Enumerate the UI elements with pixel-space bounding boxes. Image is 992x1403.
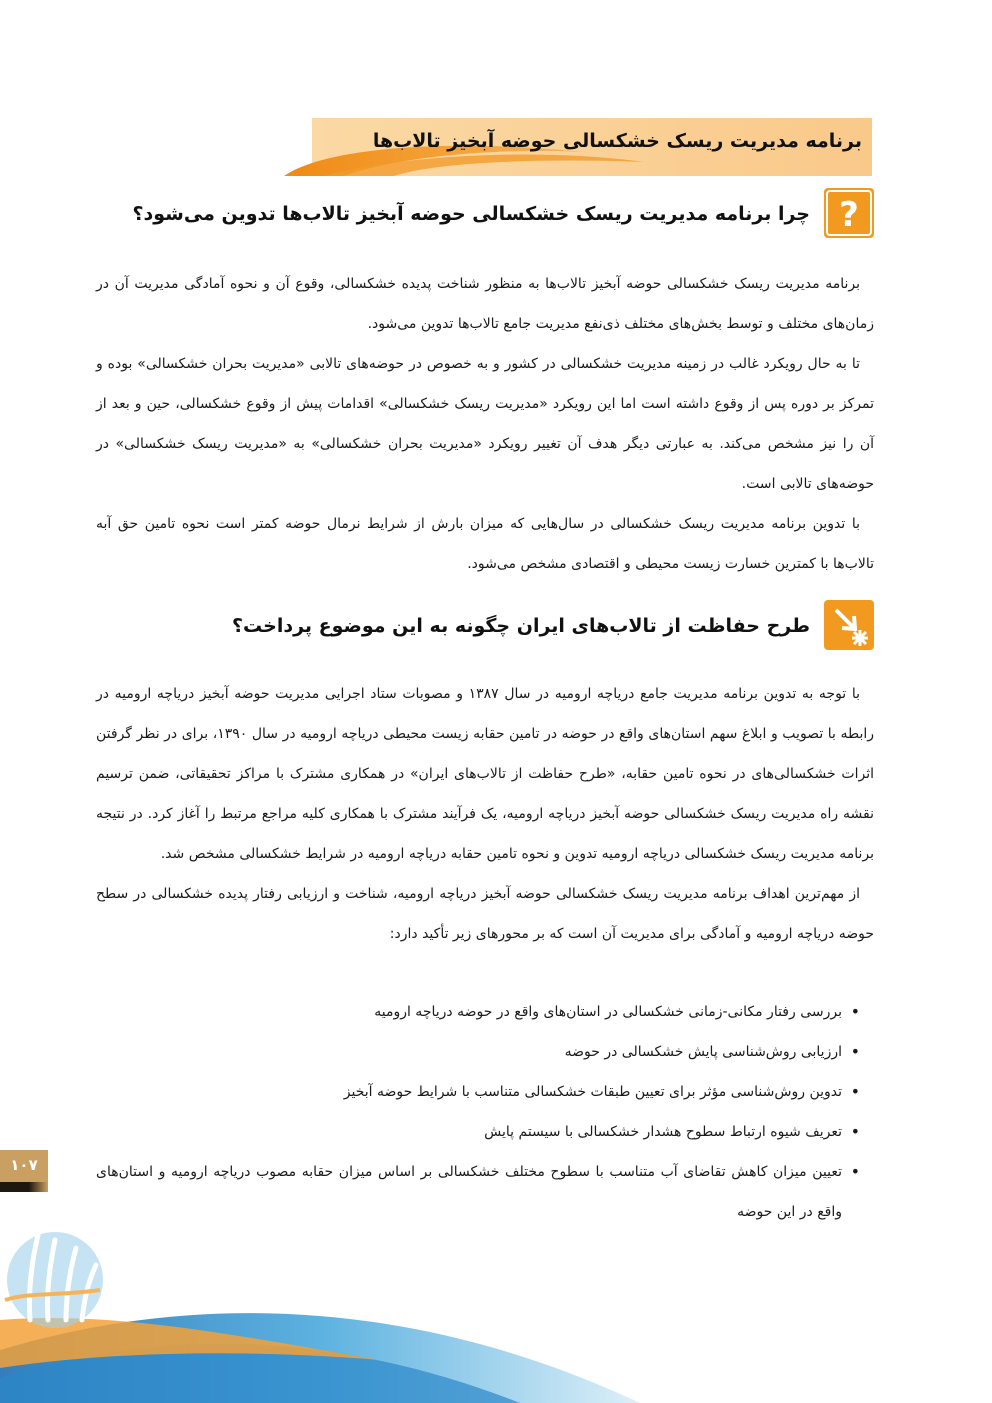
paragraph: از مهم‌ترین اهداف برنامه مدیریت ریسک خشکسالی حوضه آبخیز دریاچه ارومیه، شناخت و ارزیابی رفتار پدیده خشکسالی در سطح حوضه دریاچه ارومیه و آمادگی برای مدیریت آن است که بر محورهای زیر تأکید دارد:: [96, 886, 874, 942]
arrow-spark-icon: [824, 600, 874, 650]
list-item: • تعریف شیوه ارتباط سطوح هشدار خشکسالی با سیستم پایش: [96, 1112, 860, 1152]
svg-text:?: ?: [839, 195, 859, 235]
page-number: ۱۰۷: [0, 1150, 48, 1192]
section2-body: [96, 674, 874, 954]
question-icon: [824, 188, 874, 238]
section1-body: [96, 264, 874, 584]
chapter-header-banner: [284, 118, 872, 176]
footer-wave-decoration: [0, 1200, 992, 1403]
reeds-logo-icon: [0, 1220, 120, 1330]
paragraph: با توجه به تدوین برنامه مدیریت جامع دریاچه ارومیه در سال ۱۳۸۷ و مصوبات ستاد اجرایی مدیریت حوضه آبخیز دریاچه ارومیه در رابطه با تصویب و ابلاغ سهم استان‌های واقع در حوضه در تامین حقابه زیست محیطی دریاچه ارومیه در سال ۱۳۹۰، برای در نظر گرفتن اثرات خشکسالی‌های در نحوه تامین حقابه، «طرح حفاظت از تالاب‌های ایران» در همکاری مشترک با مراکز تحقیقاتی، ضمن ترسیم نقشه راه مدیریت ریسک خشکسالی حوضه آبخیز دریاچه ارومیه، یک فرآیند مشترک با همکاری کلیه مراجع مرتبط را آغاز کرد. در نتیجه برنامه مدیریت ریسک خشکسالی دریاچه ارومیه تدوین و نحوه تامین حقابه دریاچه ارومیه در شرایط خشکسالی مشخص شد.: [96, 686, 875, 862]
list-item: • ارزیابی روش‌شناسی پایش خشکسالی در حوضه: [96, 1032, 860, 1072]
list-item: • تعیین میزان کاهش تقاضای آب متناسب با سطوح مختلف خشکسالی بر اساس میزان حقابه مصوب دریاچه ارومیه و استان‌های واقع در این حوضه: [96, 1152, 860, 1232]
goals-list: [96, 992, 860, 1232]
list-item: • تدوین روش‌شناسی مؤثر برای تعیین طبقات خشکسالی متناسب با شرایط حوضه آبخیز: [96, 1072, 860, 1112]
paragraph: تا به حال رویکرد غالب در زمینه مدیریت خشکسالی در کشور و به خصوص در حوضه‌های تالابی «مدیریت بحران خشکسالی» بوده و تمرکز بر دوره پس از وقوع داشته است اما این رویکرد «مدیریت ریسک خشکسالی» اقدامات پیش از وقوع خشکسالی، حین و بعد از آن را نیز مشخص می‌کند. به عبارتی دیگر هدف آن تغییر رویکرد «مدیریت بحران خشکسالی» به «مدیریت ریسک خشکسالی» در حوضه‌های تالابی است.: [96, 356, 874, 492]
chapter-title: برنامه مدیریت ریسک خشکسالی حوضه آبخیز تالاب‌ها: [372, 130, 862, 152]
list-item: • بررسی رفتار مکانی-زمانی خشکسالی در استان‌های واقع در حوضه دریاچه ارومیه: [96, 992, 860, 1032]
section-heading-why: چرا برنامه مدیریت ریسک خشکسالی حوضه آبخیز تالاب‌ها تدوین می‌شود؟: [132, 203, 810, 225]
paragraph: برنامه مدیریت ریسک خشکسالی حوضه آبخیز تالاب‌ها به منظور شناخت پدیده خشکسالی، وقوع آن و نحوه آمادگی مدیریت آن در زمان‌های مختلف و توسط بخش‌های مختلف ذی‌نفع مدیریت جامع تالاب‌ها تدوین می‌شود.: [96, 276, 874, 332]
section-heading-how: طرح حفاظت از تالاب‌های ایران چگونه به این موضوع پرداخت؟: [231, 615, 810, 637]
paragraph: با تدوین برنامه مدیریت ریسک خشکسالی در سال‌هایی که میزان بارش از شرایط نرمال حوضه کمتر است نحوه تامین حق آبه تالاب‌ها با کمترین خسارت زیست محیطی و اقتصادی مشخص می‌شود.: [96, 516, 874, 572]
